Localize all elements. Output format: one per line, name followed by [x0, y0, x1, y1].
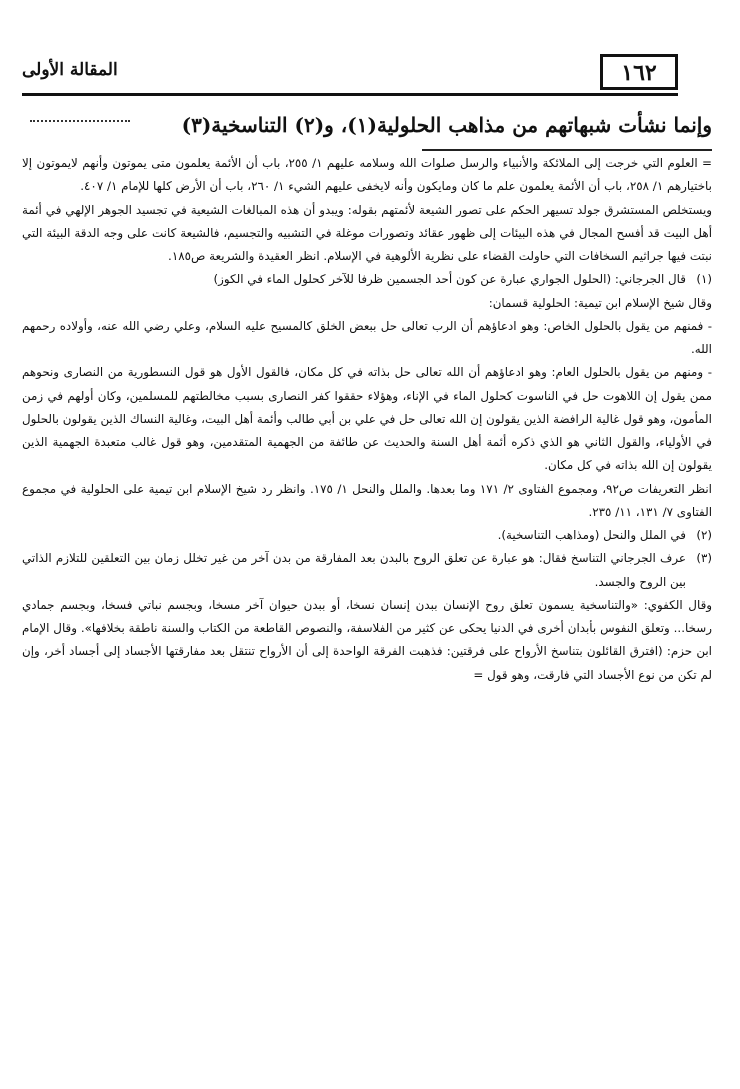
- page-number: ١٦٢: [600, 54, 678, 90]
- footnote-1: [22, 268, 712, 291]
- footnote-separator: [422, 149, 712, 151]
- footnote-continuation-para: ويستخلص المستشرق جولد تسيهر الحكم على تصور الشيعة لأئمتهم بقوله: ويبدو أن هذه المبالغات الشيعية في تجسيد الجوهر الإلهي في أئمة أهل البيت قد أفسح المجال في هذه البيئات إلى ظهور عقائد وتصورات موغلة في التشبيه والتجسيم، فالشيعة كانت على وجه الدقة البيئة التي نبتت فيها جراثيم السخافات التي حاولت القضاء على نظرية الألوهية في الإسلام. انظر العقيدة والشريعة ص١٨٥.: [22, 202, 712, 263]
- footnote-marker: (١): [696, 272, 712, 287]
- footnote-line: انظر التعريفات ص٩٢، ومجموع الفتاوى ٢/ ١٧١ وما بعدها. والملل والنحل ١/ ١٧٥. وانظر رد شيخ الإسلام ابن تيمية على الحلولية في مجموع الفتاوى ٧/ ١٣١، ١١/ ٢٣٥.: [22, 481, 712, 519]
- footnote-line: وقال شيخ الإسلام ابن تيمية: الحلولية قسمان:: [488, 295, 712, 310]
- footnote-line: قال الجرجاني: (الحلول الجواري عبارة عن كون أحد الجسمين ظرفا للآخر كحلول الماء في الكوز): [213, 272, 686, 287]
- footnote-marker: (٣): [696, 551, 712, 566]
- page-header: [22, 50, 678, 96]
- footnote-line: - فمنهم من يقول بالحلول الخاص: وهو ادعاؤهم أن الرب تعالى حل ببعض الخلق كالمسيح عليه السلام، وعلي رضي الله عنه، وأولاده رحمهم الله.: [22, 318, 712, 356]
- dotted-leader: [30, 120, 130, 122]
- footnotes: [22, 152, 712, 687]
- footnote-line: - ومنهم من يقول بالحلول العام: وهو ادعاؤهم أن الله تعالى حل بذاته في كل مكان، فالقول الأول هو قول النسطورية من النصارى ونحوهم ممن يقول إن اللاهوت حل في الناسوت كحلول الماء في الإناء، وهؤلاء حققوا كفر النصارى بسبب مخالطتهم للمسلمين، وكان أولهم في زمن المأمون، وهو قول غالية الرافضة الذين يقولون إن الله تعالى حل في علي بن أبي طالب وأئمة أهل البيت، وغالية النساك الذين يقولون بالحلول في الأولياء، والقول الثاني هو الذي ذكره أئمة أهل السنة والحديث عن طائفة من الجهمية المتقدمين، وهو قول غالب متعبدة الجهمية الذين يقولون إن الله بذاته في كل مكان.: [22, 365, 712, 473]
- footnote-line: في الملل والنحل (ومذاهب التناسخية).: [497, 528, 686, 542]
- footnote-3: [22, 547, 712, 594]
- footnote-line: عرف الجرجاني التناسخ فقال: هو عبارة عن تعلق الروح بالبدن بعد المفارقة من بدن آخر من غير تخلل زمان بين التعلقين للتلازم الذاتي بين الروح والجسد.: [22, 551, 686, 589]
- running-title: المقالة الأولى: [22, 60, 118, 80]
- footnote-2: [22, 524, 712, 547]
- footnote-line: وقال الكفوي: «والتناسخية يسمون تعلق روح الإنسان ببدن إنسان نسخا، أو ببدن حيوان آخر مسخا، وبجسم نباتي فسخا، وبجسم جمادي رسخا... وتعلق النفوس بأبدان أخرى في الدنيا يحكى عن كثير من الفلاسفة، والنصوص القاطعة من الكتاب والسنة ناطقة بخلافها». وقال الإمام ابن حزم: (افترق القائلون بتناسخ الأرواح على فرقتين: فذهبت الفرقة الواحدة إلى أن الأرواح تنتقل بعد مفارقتها الأجساد إلى أجساد أخر، وإن لم تكن من نوع الأجساد التي فارقت، وهو قول =: [22, 597, 712, 682]
- main-text: وإنما نشأت شبهاتهم من مذاهب الحلولية(١)، و(٢) التناسخية(٣): [181, 113, 712, 137]
- footnote-continuation-para: = العلوم التي خرجت إلى الملائكة والأنبياء والرسل صلوات الله وسلامه عليهم ١/ ٢٥٥، باب أن الأئمة يعلمون متى يموتون وأنهم لايموتون إلا باختيارهم ١/ ٢٥٨، باب أن الأئمة يعلمون علم ما كان ومايكون وأنه لايخفى عليهم الشيء ١/ ٢٦٠، باب أن الأرض كلها للإمام ١/ ٤٠٧.: [22, 156, 712, 194]
- footnote-marker: (٢): [696, 528, 712, 542]
- header-rule: [22, 93, 678, 96]
